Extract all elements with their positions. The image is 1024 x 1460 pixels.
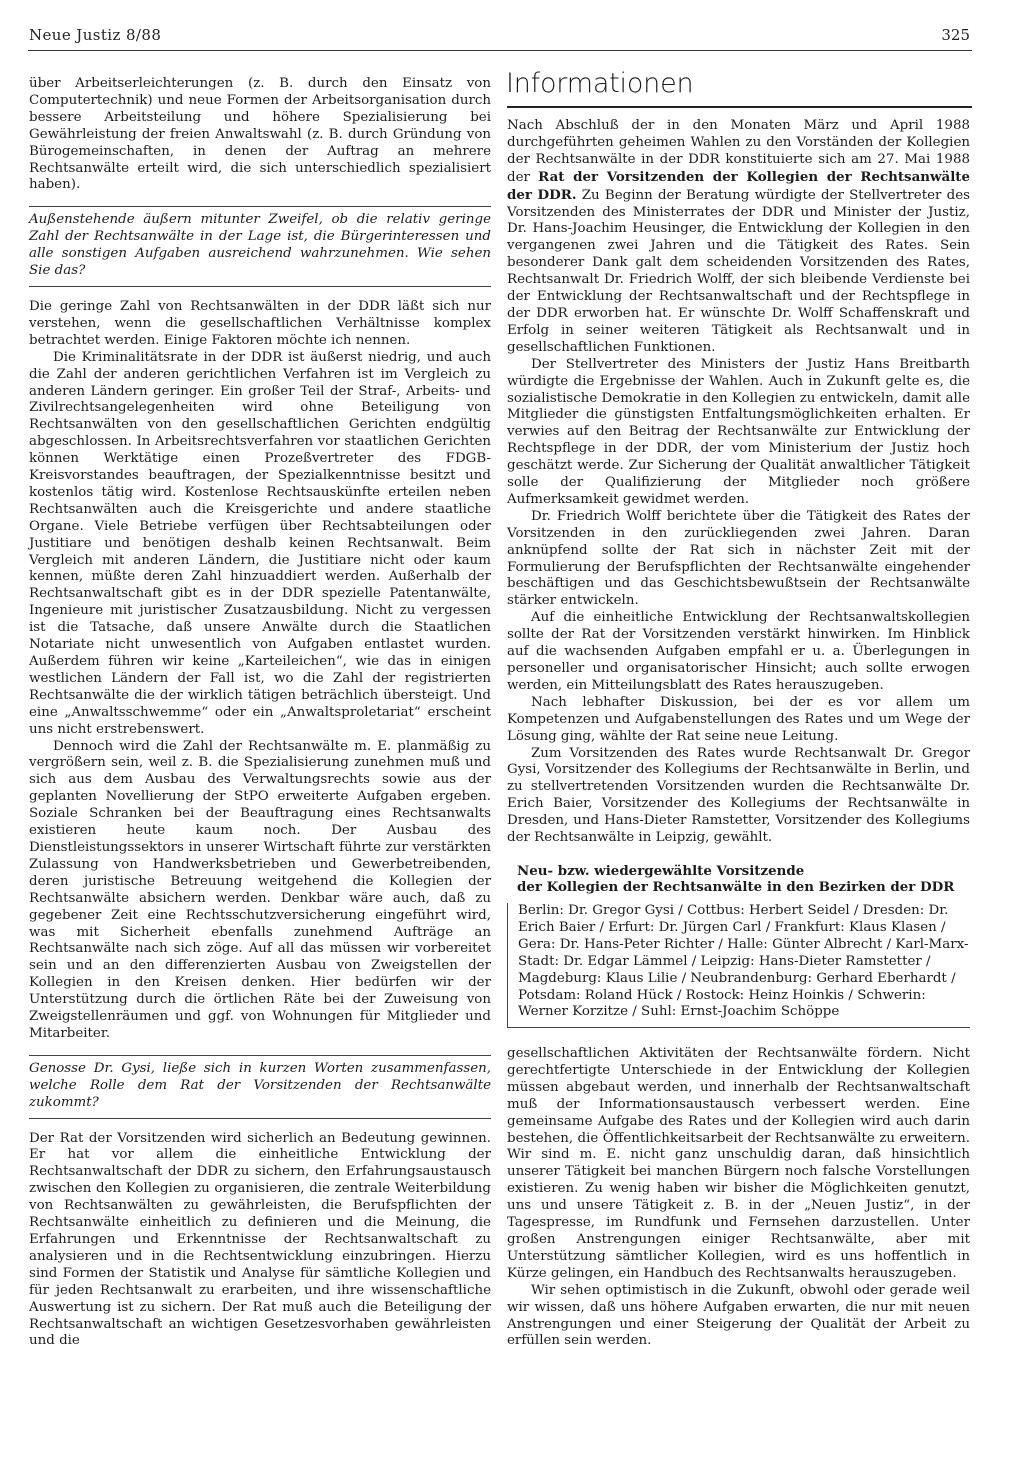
- continuation-paragraph-1: gesellschaftlichen Aktivitäten der Rechtsanwälte fördern. Nicht gerechtfertigte Unterschiede in der Entwicklung der Kollegien müssen abgebaut werden, und innerhalb der Rechtsanwaltschaft muß der Informationsaustausch verbessert werden. Eine gemeinsame Aufgabe des Rates und der Kollegien wird auch darin bestehen, die Öffentlichkeitsarbeit der Rechtsanwälte zu erweitern. Wir sind m. E. nicht ganz unschuldig daran, daß hinsichtlich unserer Tätigkeit bei manchen Bürgern noch falsche Vorstellungen existieren. Zu wenig haben wir bisher die Möglichkeiten genutzt, uns und unsere Tätigkeit z. B. in der „Neuen Justiz“, in der Tagespresse, im Rundfunk und Fernsehen darzustellen. Unter großen Anstrengungen einiger Rechtsanwälte, aber mit Unterstützung sämtlicher Kollegien, wird es uns hoffentlich in Kürze gelingen, ein Handbuch des Rechtsanwalts herauszugeben.: [507, 1046, 970, 1281]
- info-p1-start: Nach Abschluß der in den Monaten März und April 1988 durchgeführten geheimen Wahlen zu den Vorständen der Kollegien der Rechtsanwälte in der DDR konstituierte sich am 27. Mai 1988 der: [507, 118, 970, 185]
- chairs-list: Berlin: Dr. Gregor Gysi / Cottbus: Herbert Seidel / Dresden: Dr. Erich Baier / Erfurt: Dr. Jürgen Carl / Frankfurt: Klaus Klasen / Gera: Dr. Hans-Peter Richter / Halle: Günter Albrecht / Karl-Marx-Stadt: Dr. Edgar Lämmel / Leipzig: Hans-Dieter Ramstetter / Magdeburg: Klaus Lilie / Neubrandenburg: Gerhard Eberhardt / Potsdam: Roland Hück / Rostock: Heinz Hoinkis / Schwerin: Werner Korzitze / Suhl: Ernst-Joachim Schöppe: [518, 902, 969, 1020]
- intro-paragraph: über Arbeitserleichterungen (z. B. durch den Einsatz von Computertechnik) und neue Formen der Arbeitsorganisation durch bessere Arbeitsteilung und höhere Spezialisierung bei Gewährleistung der freien Anwaltswahl (z. B. durch Gründung von Bürogemeinschaften, in denen der Auftrag an mehrere Rechtsanwälte erteilt wird, die sich unterschiedlich spezialisiert haben).: [29, 76, 491, 193]
- answer-2-paragraph: Der Rat der Vorsitzenden wird sicherlich an Bedeutung gewinnen. Er hat vor allem die einheitliche Entwicklung der Rechtsanwaltschaft der DDR zu sichern, den Erfahrungsaustausch zwischen den Kollegien zu organisieren, die zentrale Weiterbildung von Rechtsanwälten zu gewährleisten, die Berufspflichten der Rechtsanwälte einheitlich zu definieren und die Meinung, die Erfahrungen und Erkenntnisse der Rechtsanwaltschaft zu analysieren und in die Rechtsentwicklung einzubringen. Hierzu sind Formen der Statistik und Analyse für sämtliche Kollegien und für jeden Rechtsanwalt zu erarbeiten, und ihre wissenschaftliche Auswertung ist zu sichern. Der Rat muß auch die Beteiligung der Rechtsanwaltschaft an wichtigen Gesetzesvorhaben gewährleisten und die: [29, 1130, 491, 1349]
- answer-1-paragraph-1: Die geringe Zahl von Rechtsanwälten in der DDR läßt sich nur verstehen, wenn die gesellschaftlichen Verhältnisse komplex betrachtet werden. Einige Faktoren möchte ich nennen.: [29, 298, 491, 348]
- interview-question-1: [29, 206, 491, 287]
- header-rule: [28, 50, 972, 51]
- chairs-box-title: [517, 863, 970, 895]
- section-rule: [507, 106, 972, 108]
- info-p1-end: Zu Beginn der Beratung würdigte der Stellvertreter des Vorsitzenden des Ministerrates der DDR und Minister der Justiz, Dr. Hans-Joachim Heusinger, die Entwicklung der Kollegien in den vergangenen zwei Jahren und die Tätigkeit des Rates. Sein besonderer Dank galt dem scheidenden Vorsitzenden des Rates, Rechtsanwalt Dr. Friedrich Wolff, der sich bleibende Verdienste bei der Entwicklung der Rechtsanwaltschaft und der Rechtspflege in der DDR erworben hat. Er wünschte Dr. Wolff Schaffenskraft und Erfolg in seiner weiteren Tätigkeit als Rechtsanwalt und in gesellschaftlichen Funktionen.: [507, 187, 970, 355]
- info-paragraph-4: Auf die einheitliche Entwicklung der Rechtsanwaltskollegien sollte der Rat der Vorsitzenden verstärkt hinwirken. Im Hinblick auf die wachsenden Aufgaben empfahl er u. a. Überlegungen in personeller und organisatorischer Hinsicht; auch sollte erwogen werden, ein Mitteilungsblatt des Rates herauszugeben.: [507, 610, 970, 693]
- page-number: 325: [941, 26, 970, 44]
- info-paragraph-3: Dr. Friedrich Wolff berichtete über die Tätigkeit des Rates der Vorsitzenden in den zurückliegenden zwei Jahren. Daran anknüpfend sollte der Rat sich in nächster Zeit mit der Formulierung der Berufspflichten der Rechtsanwälte eingehender beschäftigen und das Geschichtsbewußtsein der Rechtsanwälte stärker entwickeln.: [507, 508, 970, 609]
- info-paragraph-6: Zum Vorsitzenden des Rates wurde Rechtsanwalt Dr. Gregor Gysi, Vorsitzender des Kollegiums der Rechtsanwälte in Berlin, und zu stellvertretenden Vorsitzenden wurden die Rechtsanwälte Dr. Erich Baier, Vorsitzender des Kollegiums der Rechtsanwälte in Dresden, und Hans-Dieter Ramstetter, Vorsitzender des Kollegiums der Rechtsanwälte in Leipzig, gewählt.: [507, 745, 970, 846]
- journal-header: Neue Justiz 8/88: [29, 26, 162, 44]
- info-p1-bold: Rat der Vorsitzenden der Kollegien der Rechtsanwälte der DDR.: [507, 168, 971, 203]
- info-paragraph-2: Der Stellvertreter des Ministers der Justiz Hans Breitbarth würdigte die Ergebnisse der Wahlen. Auch in Zukunft gelte es, die sozialistische Demokratie in den Kollegien zu entwickeln, damit alle Mitglieder die günstigsten Entfaltungsmöglichkeiten erhalten. Er verwies auf den Beitrag der Rechtsanwälte zur Entwicklung der Rechtspflege in der DDR, der vom Ministerium der Justiz hoch geschätzt werde. Zur Sicherung der Qualität anwaltlicher Tätigkeit solle der Qualifizierung der Mitglieder noch größere Aufmerksamkeit gewidmet werden.: [507, 356, 970, 507]
- chairs-box-title-line-2: der Kollegien der Rechtsanwälte in den Bezirken der DDR: [517, 878, 955, 895]
- chairs-list-box: [507, 903, 970, 1028]
- interview-question-2: [29, 1055, 491, 1119]
- left-column: [29, 76, 491, 1350]
- right-continuation-column: [507, 1046, 970, 1350]
- info-paragraph-5: Nach lebhafter Diskussion, bei der es vor allem um Kompetenzen und Aufgabenstellungen des Rates und um Wege der Lösung ging, wählte der Rat seine neue Leitung.: [507, 694, 970, 744]
- continuation-paragraph-2: Wir sehen optimistisch in die Zukunft, obwohl oder gerade weil wir wissen, daß uns höhere Aufgaben erwarten, die nur mit neuen Anstrengungen und einer Steigerung der Qualität der Arbeit zu erfüllen sein werden.: [507, 1282, 970, 1349]
- question-2-text: Genosse Dr. Gysi, ließe sich in kurzen Worten zusammenfassen, welche Rolle dem Rat der Vorsitzenden der Rechtsanwälte zukommt?: [29, 1060, 491, 1110]
- answer-1-paragraph-3: Dennoch wird die Zahl der Rechtsanwälte m. E. planmäßig zu vergrößern sein, weil z. B. die Spezialisierung zunehmen muß und sich aus dem Ausbau des Verwaltungsrechts sowie aus der geplanten Novellierung der StPO erweiterte Aufgaben ergeben. Soziale Schranken bei der Beauftragung eines Rechtsanwalts existieren heute kaum noch. Der Ausbau des Dienstleistungssektors in unserer Wirtschaft führte zur verstärkten Zulassung von Handwerksbetrieben und Gewerbetreibenden, deren juristische Betreuung weitgehend die Kollegien der Rechtsanwälte absichern werden. Denkbar wäre auch, daß zu gegebener Zeit eine Rechtsschutzversicherung eingeführt wird, was mit Sicherheit ebenfalls zunehmend Aufträge an Rechtsanwälte nach sich zöge. Auf all das müssen wir vorbereitet sein und an den differenzierten Ausbau von Zweigstellen der Kollegien in den Kreisen denken. Hier bedürfen wir der Unterstützung durch die örtlichen Räte bei der Zuweisung von Zweigstellenräumen und ggf. von Wohnungen für Mitglieder und Mitarbeiter.: [29, 738, 491, 1041]
- info-paragraph-1: [507, 118, 970, 357]
- answer-1-paragraph-2: Die Kriminalitätsrate in der DDR ist äußerst niedrig, und auch die Zahl der anderen gerichtlichen Verfahren ist im Vergleich zu anderen Ländern geringer. Ein großer Teil der Straf-, Arbeits- und Zivilrechtsangelegenheiten wird ohne Beteiligung von Rechtsanwälten von den gesellschaftlichen Gerichten endgültig abgeschlossen. In Arbeitsrechtsverfahren vor staatlichen Gerichten können Werktätige einen Prozeßvertreter des FDGB-Kreisvorstandes beauftragen, der Spezialkenntnisse besitzt und kostenlos tätig wird. Kostenlose Rechtsauskünfte erteilen neben Rechtsanwälten auch die Kreisgerichte und andere staatliche Organe. Viele Betriebe verfügen über Rechtsabteilungen oder Justitiare und benötigen deshalb keinen Rechtsanwalt. Beim Vergleich mit anderen Ländern, die Justitiare nicht oder kaum kennen, müßte deren Zahl hinzuaddiert werden. Außerhalb der Rechtsanwaltschaft gibt es in der DDR spezielle Patentanwälte, Ingenieure mit juristischer Zusatzausbildung. Nicht zu vergessen ist die Tatsache, daß unsere Anwälte durch die Staatlichen Notariate nicht unwesentlich von Aufgaben entlastet wurden. Außerdem führen wir keine „Karteileichen“, wie das in einigen westlichen Ländern der Fall ist, wo die Zahl der registrierten Rechtsanwälte die der wirklich tätigen beträchlich übersteigt. Und eine „Anwaltsschwemme“ oder ein „Anwaltsproletariat“ erscheint uns nicht erstrebenswert.: [29, 349, 491, 737]
- informationen-column: [507, 118, 970, 1028]
- section-title-informationen: Informationen: [506, 68, 694, 99]
- question-1-text: Außenstehende äußern mitunter Zweifel, ob die relativ geringe Zahl der Rechtsanwälte in der Lage ist, die Bürgerinteressen und alle sonstigen Aufgaben ausreichend wahrzunehmen. Wie sehen Sie das?: [29, 212, 491, 279]
- chairs-box-title-line-1: Neu- bzw. wiedergewählte Vorsitzende: [517, 862, 805, 879]
